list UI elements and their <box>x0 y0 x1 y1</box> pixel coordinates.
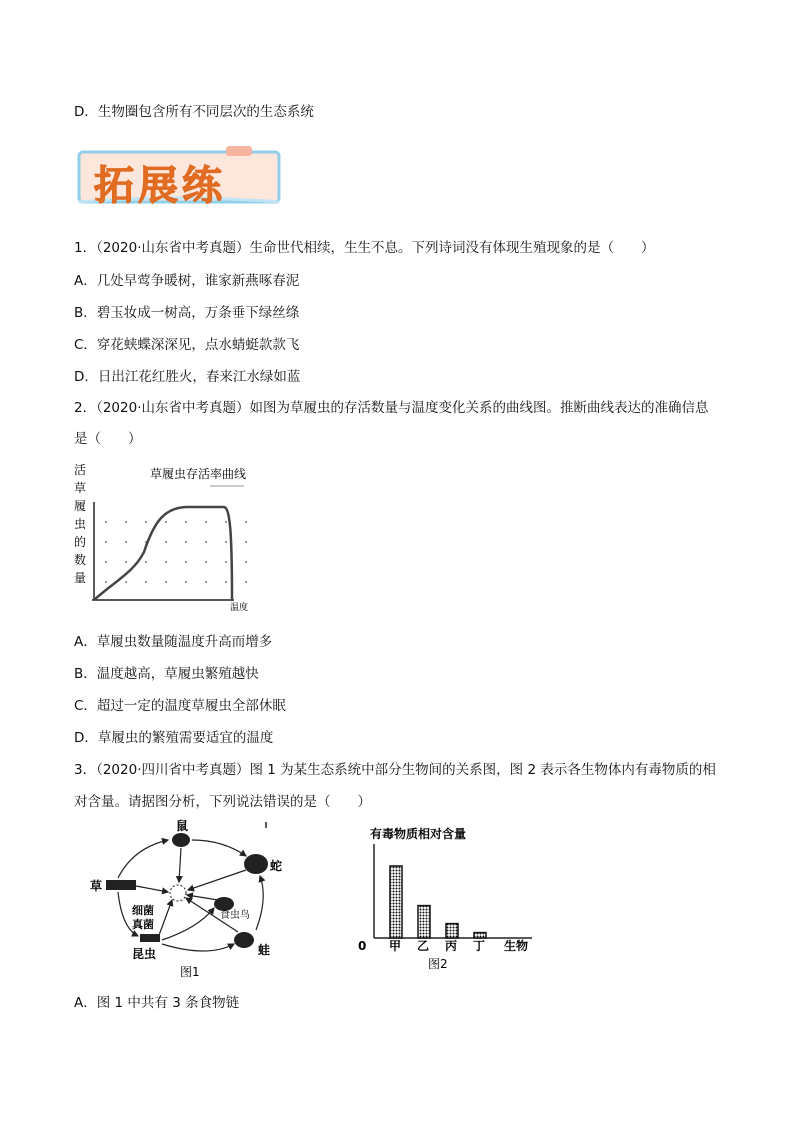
bar-category-label: 甲 <box>389 939 402 953</box>
q1-option-b: B．碧玉妆成一树高，万条垂下绿丝绦 <box>74 305 300 321</box>
survival-curve <box>94 507 232 600</box>
ylabel-char: 的 <box>74 535 87 549</box>
node-fungi: 真菌 <box>132 918 154 931</box>
q1-option-c: C．穿花蛱蝶深深见，点水蜻蜓款款飞 <box>74 337 300 353</box>
node-mouse: 鼠 <box>176 819 189 833</box>
curve-title: 草履虫存活率曲线 <box>150 467 247 481</box>
bar-category-label: 乙 <box>417 939 430 953</box>
bar-1 <box>418 906 430 938</box>
q1-option-a: A．几处早莺争暖树，谁家新燕啄春泥 <box>74 273 300 289</box>
decomposer-icon <box>170 885 186 901</box>
food-web-svg <box>88 818 298 978</box>
ylabel-char: 草 <box>74 481 87 495</box>
q3-stem-line2: 对含量。请据图分析，下列说法错误的是（ ） <box>74 794 371 810</box>
bar-2 <box>446 924 458 938</box>
bar-chart-title: 有毒物质相对含量 <box>370 827 467 841</box>
node-frog: 蛙 <box>258 943 271 957</box>
ylabel-char: 虫 <box>74 517 87 531</box>
node-bird: 食虫鸟 <box>220 910 250 921</box>
clip-icon <box>226 146 252 156</box>
bar-xlabel: 生物 <box>504 939 529 953</box>
mouse-icon <box>172 833 190 847</box>
curve-xlabel: 温度 <box>230 603 249 612</box>
survival-curve-figure <box>74 462 274 612</box>
q2-option-c: C．超过一定的温度草履虫全部休眠 <box>74 698 286 714</box>
toxin-bar-figure <box>356 824 536 974</box>
grass-icon <box>106 880 136 890</box>
node-bacteria: 细菌 <box>132 904 154 917</box>
ylabel-char: 履 <box>74 499 87 513</box>
node-snake: 蛇 <box>270 859 283 873</box>
option-d-prev: D．生物圈包含所有不同层次的生态系统 <box>74 104 314 120</box>
ylabel-char: 数 <box>74 553 87 567</box>
bar-0 <box>390 866 402 938</box>
survival-curve-svg <box>74 462 274 612</box>
extension-practice-banner <box>76 146 288 208</box>
q3-stem-line1: 3．（2020·四川省中考真题）图 1 为某生态系统中部分生物间的关系图，图 2 表示各生物体内有毒物质的相 <box>74 762 716 778</box>
bar-origin-label: 0 <box>358 939 367 953</box>
q2-stem-line1: 2．（2020·山东省中考真题）如图为草履虫的存活数量与温度变化关系的曲线图。推断曲线表达的准确信息 <box>74 400 709 416</box>
snake-icon <box>244 854 268 874</box>
bar-3 <box>474 933 486 938</box>
banner-title: 拓展练 <box>94 163 226 209</box>
fig2-label: 图2 <box>428 957 448 971</box>
q1-stem: 1．（2020·山东省中考真题）生命世代相续，生生不息。下列诗词没有体现生殖现象的是（ ） <box>74 240 655 256</box>
food-web-figure <box>88 818 298 978</box>
frog-icon <box>234 932 254 948</box>
node-grass: 草 <box>90 879 103 893</box>
toxin-bar-svg <box>356 824 536 974</box>
q2-option-d: D．草履虫的繁殖需要适宜的温度 <box>74 730 274 746</box>
node-insect: 昆虫 <box>132 947 157 961</box>
insect-icon <box>140 934 160 942</box>
q2-option-b: B．温度越高，草履虫繁殖越快 <box>74 666 259 682</box>
ylabel-char: 活 <box>74 463 87 477</box>
q2-stem-line2: 是（ ） <box>74 431 142 447</box>
ylabel-char: 量 <box>74 571 87 585</box>
bar-category-label: 丁 <box>473 939 486 953</box>
q1-option-d: D．日出江花红胜火，春来江水绿如蓝 <box>74 369 301 385</box>
q2-option-a: A．草履虫数量随温度升高而增多 <box>74 634 273 650</box>
bird-icon <box>214 897 234 911</box>
bar-category-label: 丙 <box>445 939 458 953</box>
fig1-label: 图1 <box>180 965 200 978</box>
curve-ylabel <box>74 463 86 585</box>
q3-option-a: A．图 1 中共有 3 条食物链 <box>74 995 240 1011</box>
